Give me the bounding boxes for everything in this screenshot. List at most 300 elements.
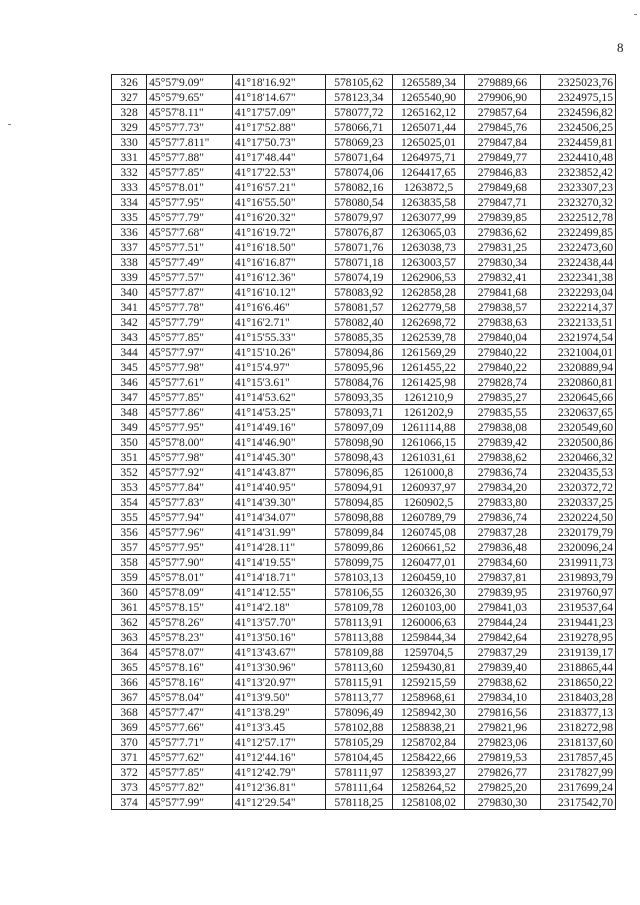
latitude-cell: 45°57'8.11" — [147, 105, 233, 120]
x1-cell: 578096,85 — [325, 465, 392, 480]
y2-cell: 2319911,73 — [540, 555, 615, 570]
y1-cell: 1261425,98 — [392, 375, 464, 390]
longitude-cell: 41°13'8.29" — [232, 705, 325, 720]
point-number-cell: 365 — [112, 660, 147, 675]
x1-cell: 578099,86 — [325, 540, 392, 555]
longitude-cell: 41°13'30.96" — [232, 660, 325, 675]
point-number-cell: 342 — [112, 315, 147, 330]
y2-cell: 2320645,66 — [540, 390, 615, 405]
y1-cell: 1265540,90 — [392, 90, 464, 105]
latitude-cell: 45°57'8.01" — [147, 570, 233, 585]
longitude-cell: 41°14'45.30" — [232, 450, 325, 465]
longitude-cell: 41°15'55.33" — [232, 330, 325, 345]
latitude-cell: 45°57'7.83" — [147, 495, 233, 510]
y2-cell: 2319278,95 — [540, 630, 615, 645]
y2-cell: 2320637,65 — [540, 405, 615, 420]
y2-cell: 2317857,45 — [540, 750, 615, 765]
table-row — [112, 750, 616, 765]
x1-cell: 578106,55 — [325, 585, 392, 600]
longitude-cell: 41°16'10.12" — [232, 285, 325, 300]
x2-cell: 279837,29 — [465, 645, 540, 660]
longitude-cell: 41°12'29.54" — [232, 795, 325, 810]
table-row — [112, 495, 616, 510]
longitude-cell: 41°14'53.25" — [232, 405, 325, 420]
x1-cell: 578098,43 — [325, 450, 392, 465]
point-number-cell: 360 — [112, 585, 147, 600]
y2-cell: 2322293,04 — [540, 285, 615, 300]
point-number-cell: 331 — [112, 150, 147, 165]
x2-cell: 279838,57 — [465, 300, 540, 315]
y1-cell: 1258264,52 — [392, 780, 464, 795]
y2-cell: 2320337,25 — [540, 495, 615, 510]
x2-cell: 279837,81 — [465, 570, 540, 585]
latitude-cell: 45°57'7.57" — [147, 270, 233, 285]
x1-cell: 578094,85 — [325, 495, 392, 510]
latitude-cell: 45°57'7.79" — [147, 210, 233, 225]
y2-cell: 2322499,85 — [540, 225, 615, 240]
point-number-cell: 335 — [112, 210, 147, 225]
point-number-cell: 348 — [112, 405, 147, 420]
table-row — [112, 225, 616, 240]
y1-cell: 1261455,22 — [392, 360, 464, 375]
x2-cell: 279846,83 — [465, 165, 540, 180]
y1-cell: 1261066,15 — [392, 435, 464, 450]
y2-cell: 2318377,13 — [540, 705, 615, 720]
x2-cell: 279830,30 — [465, 795, 540, 810]
x1-cell: 578079,97 — [325, 210, 392, 225]
table-row — [112, 705, 616, 720]
y2-cell: 2317827,99 — [540, 765, 615, 780]
longitude-cell: 41°14'28.11" — [232, 540, 325, 555]
point-number-cell: 374 — [112, 795, 147, 810]
longitude-cell: 41°14'2.18" — [232, 600, 325, 615]
x2-cell: 279816,56 — [465, 705, 540, 720]
longitude-cell: 41°17'50.73" — [232, 135, 325, 150]
point-number-cell: 330 — [112, 135, 147, 150]
x2-cell: 279840,22 — [465, 345, 540, 360]
x2-cell: 279833,80 — [465, 495, 540, 510]
y1-cell: 1259215,59 — [392, 675, 464, 690]
x2-cell: 279840,04 — [465, 330, 540, 345]
x1-cell: 578085,35 — [325, 330, 392, 345]
latitude-cell: 45°57'9.09" — [147, 75, 233, 90]
y1-cell: 1260326,30 — [392, 585, 464, 600]
x1-cell: 578094,86 — [325, 345, 392, 360]
point-number-cell: 328 — [112, 105, 147, 120]
x2-cell: 279836,74 — [465, 510, 540, 525]
y2-cell: 2318650,22 — [540, 675, 615, 690]
x1-cell: 578113,91 — [325, 615, 392, 630]
longitude-cell: 41°17'48.44" — [232, 150, 325, 165]
y2-cell: 2320435,53 — [540, 465, 615, 480]
x2-cell: 279847,84 — [465, 135, 540, 150]
table-row — [112, 300, 616, 315]
table-row — [112, 795, 616, 810]
y1-cell: 1258942,30 — [392, 705, 464, 720]
y1-cell: 1261114,88 — [392, 420, 464, 435]
x1-cell: 578109,88 — [325, 645, 392, 660]
y2-cell: 2323307,23 — [540, 180, 615, 195]
x1-cell: 578093,71 — [325, 405, 392, 420]
y1-cell: 1259704,5 — [392, 645, 464, 660]
point-number-cell: 337 — [112, 240, 147, 255]
y1-cell: 1259844,34 — [392, 630, 464, 645]
point-number-cell: 355 — [112, 510, 147, 525]
latitude-cell: 45°57'8.16" — [147, 660, 233, 675]
x1-cell: 578096,49 — [325, 705, 392, 720]
y1-cell: 1260661,52 — [392, 540, 464, 555]
latitude-cell: 45°57'8.00" — [147, 435, 233, 450]
x2-cell: 279845,76 — [465, 120, 540, 135]
latitude-cell: 45°57'7.85" — [147, 330, 233, 345]
longitude-cell: 41°14'39.30" — [232, 495, 325, 510]
x1-cell: 578109,78 — [325, 600, 392, 615]
table-row — [112, 600, 616, 615]
longitude-cell: 41°14'46.90" — [232, 435, 325, 450]
latitude-cell: 45°57'7.88" — [147, 150, 233, 165]
latitude-cell: 45°57'8.07" — [147, 645, 233, 660]
x1-cell: 578076,87 — [325, 225, 392, 240]
y1-cell: 1263077,99 — [392, 210, 464, 225]
x2-cell: 279828,74 — [465, 375, 540, 390]
longitude-cell: 41°12'42.79" — [232, 765, 325, 780]
y1-cell: 1258968,61 — [392, 690, 464, 705]
point-number-cell: 332 — [112, 165, 147, 180]
x2-cell: 279838,62 — [465, 450, 540, 465]
longitude-cell: 41°13'9.50" — [232, 690, 325, 705]
latitude-cell: 45°57'9.65" — [147, 90, 233, 105]
x2-cell: 279825,20 — [465, 780, 540, 795]
longitude-cell: 41°17'57.09" — [232, 105, 325, 120]
longitude-cell: 41°17'52.88" — [232, 120, 325, 135]
x2-cell: 279839,95 — [465, 585, 540, 600]
latitude-cell: 45°57'7.90" — [147, 555, 233, 570]
y1-cell: 1265162,12 — [392, 105, 464, 120]
x1-cell: 578105,29 — [325, 735, 392, 750]
x2-cell: 279841,03 — [465, 600, 540, 615]
y2-cell: 2319139,17 — [540, 645, 615, 660]
latitude-cell: 45°57'7.94" — [147, 510, 233, 525]
latitude-cell: 45°57'7.85" — [147, 765, 233, 780]
longitude-cell: 41°14'18.71" — [232, 570, 325, 585]
point-number-cell: 364 — [112, 645, 147, 660]
latitude-cell: 45°57'7.82" — [147, 780, 233, 795]
y2-cell: 2320549,60 — [540, 420, 615, 435]
point-number-cell: 373 — [112, 780, 147, 795]
y1-cell: 1260477,01 — [392, 555, 464, 570]
latitude-cell: 45°57'7.86" — [147, 405, 233, 420]
x1-cell: 578093,35 — [325, 390, 392, 405]
table-row — [112, 660, 616, 675]
x1-cell: 578094,91 — [325, 480, 392, 495]
y1-cell: 1260902,5 — [392, 495, 464, 510]
point-number-cell: 354 — [112, 495, 147, 510]
longitude-cell: 41°13'20.97" — [232, 675, 325, 690]
x1-cell: 578104,45 — [325, 750, 392, 765]
x1-cell: 578084,76 — [325, 375, 392, 390]
y1-cell: 1263835,58 — [392, 195, 464, 210]
x1-cell: 578095,96 — [325, 360, 392, 375]
latitude-cell: 45°57'7.85" — [147, 390, 233, 405]
x2-cell: 279838,08 — [465, 420, 540, 435]
longitude-cell: 41°13'57.70" — [232, 615, 325, 630]
longitude-cell: 41°18'14.67" — [232, 90, 325, 105]
y2-cell: 2320889,94 — [540, 360, 615, 375]
table-row — [112, 405, 616, 420]
point-number-cell: 349 — [112, 420, 147, 435]
longitude-cell: 41°14'53.62" — [232, 390, 325, 405]
latitude-cell: 45°57'7.62" — [147, 750, 233, 765]
y2-cell: 2320860,81 — [540, 375, 615, 390]
y1-cell: 1258108,02 — [392, 795, 464, 810]
longitude-cell: 41°14'31.99" — [232, 525, 325, 540]
y2-cell: 2322133,51 — [540, 315, 615, 330]
latitude-cell: 45°57'7.49" — [147, 255, 233, 270]
latitude-cell: 45°57'8.15" — [147, 600, 233, 615]
y1-cell: 1263038,73 — [392, 240, 464, 255]
longitude-cell: 41°13'43.67" — [232, 645, 325, 660]
latitude-cell: 45°57'7.95" — [147, 195, 233, 210]
longitude-cell: 41°15'10.26" — [232, 345, 325, 360]
x1-cell: 578113,77 — [325, 690, 392, 705]
table-row — [112, 570, 616, 585]
latitude-cell: 45°57'7.73" — [147, 120, 233, 135]
y2-cell: 2320096,24 — [540, 540, 615, 555]
latitude-cell: 45°57'7.68" — [147, 225, 233, 240]
x1-cell: 578077,72 — [325, 105, 392, 120]
y2-cell: 2322341,38 — [540, 270, 615, 285]
y2-cell: 2319760,97 — [540, 585, 615, 600]
longitude-cell: 41°12'44.16" — [232, 750, 325, 765]
x2-cell: 279889,66 — [465, 75, 540, 90]
latitude-cell: 45°57'7.84" — [147, 480, 233, 495]
table-row — [112, 360, 616, 375]
point-number-cell: 326 — [112, 75, 147, 90]
point-number-cell: 353 — [112, 480, 147, 495]
x1-cell: 578071,64 — [325, 150, 392, 165]
point-number-cell: 359 — [112, 570, 147, 585]
y2-cell: 2323852,42 — [540, 165, 615, 180]
latitude-cell: 45°57'7.96" — [147, 525, 233, 540]
x2-cell: 279823,06 — [465, 735, 540, 750]
y2-cell: 2324506,25 — [540, 120, 615, 135]
point-number-cell: 351 — [112, 450, 147, 465]
longitude-cell: 41°14'34.07" — [232, 510, 325, 525]
y1-cell: 1265071,44 — [392, 120, 464, 135]
point-number-cell: 362 — [112, 615, 147, 630]
table-row — [112, 720, 616, 735]
y2-cell: 2318272,98 — [540, 720, 615, 735]
x1-cell: 578083,92 — [325, 285, 392, 300]
table-row — [112, 480, 616, 495]
point-number-cell: 327 — [112, 90, 147, 105]
x2-cell: 279839,40 — [465, 660, 540, 675]
y2-cell: 2319441,23 — [540, 615, 615, 630]
x1-cell: 578115,91 — [325, 675, 392, 690]
x1-cell: 578097,09 — [325, 420, 392, 435]
x1-cell: 578069,23 — [325, 135, 392, 150]
x2-cell: 279835,55 — [465, 405, 540, 420]
x1-cell: 578103,13 — [325, 570, 392, 585]
longitude-cell: 41°13'3.45 — [232, 720, 325, 735]
y1-cell: 1262906,53 — [392, 270, 464, 285]
point-number-cell: 363 — [112, 630, 147, 645]
y1-cell: 1264975,71 — [392, 150, 464, 165]
point-number-cell: 352 — [112, 465, 147, 480]
y2-cell: 2323270,32 — [540, 195, 615, 210]
x1-cell: 578074,19 — [325, 270, 392, 285]
x1-cell: 578113,88 — [325, 630, 392, 645]
table-row — [112, 615, 616, 630]
y1-cell: 1261202,9 — [392, 405, 464, 420]
x2-cell: 279834,20 — [465, 480, 540, 495]
x2-cell: 279841,68 — [465, 285, 540, 300]
x2-cell: 279839,85 — [465, 210, 540, 225]
y2-cell: 2325023,76 — [540, 75, 615, 90]
longitude-cell: 41°15'4.97" — [232, 360, 325, 375]
y1-cell: 1261031,61 — [392, 450, 464, 465]
point-number-cell: 371 — [112, 750, 147, 765]
y1-cell: 1260937,97 — [392, 480, 464, 495]
table-row — [112, 270, 616, 285]
table-row — [112, 285, 616, 300]
x2-cell: 279830,34 — [465, 255, 540, 270]
longitude-cell: 41°18'16.92" — [232, 75, 325, 90]
x2-cell: 279844,24 — [465, 615, 540, 630]
table-row — [112, 780, 616, 795]
table-row — [112, 90, 616, 105]
x2-cell: 279831,25 — [465, 240, 540, 255]
longitude-cell: 41°12'57.17" — [232, 735, 325, 750]
y1-cell: 1260789,79 — [392, 510, 464, 525]
point-number-cell: 346 — [112, 375, 147, 390]
table-row — [112, 135, 616, 150]
x2-cell: 279839,42 — [465, 435, 540, 450]
y1-cell: 1261569,29 — [392, 345, 464, 360]
longitude-cell: 41°16'18.50" — [232, 240, 325, 255]
x2-cell: 279906,90 — [465, 90, 540, 105]
latitude-cell: 45°57'7.95" — [147, 540, 233, 555]
latitude-cell: 45°57'8.04" — [147, 690, 233, 705]
y2-cell: 2317699,24 — [540, 780, 615, 795]
point-number-cell: 340 — [112, 285, 147, 300]
x1-cell: 578080,54 — [325, 195, 392, 210]
table-row — [112, 510, 616, 525]
x1-cell: 578081,57 — [325, 300, 392, 315]
table-row — [112, 585, 616, 600]
y1-cell: 1260459,10 — [392, 570, 464, 585]
x2-cell: 279836,48 — [465, 540, 540, 555]
longitude-cell: 41°15'3.61" — [232, 375, 325, 390]
table-row — [112, 330, 616, 345]
y1-cell: 1263872,5 — [392, 180, 464, 195]
table-row — [112, 645, 616, 660]
y2-cell: 2320466,32 — [540, 450, 615, 465]
point-number-cell: 366 — [112, 675, 147, 690]
table-row — [112, 105, 616, 120]
x1-cell: 578118,25 — [325, 795, 392, 810]
latitude-cell: 45°57'7.71" — [147, 735, 233, 750]
latitude-cell: 45°57'8.26" — [147, 615, 233, 630]
longitude-cell: 41°16'55.50" — [232, 195, 325, 210]
latitude-cell: 45°57'7.51" — [147, 240, 233, 255]
x1-cell: 578105,62 — [325, 75, 392, 90]
y2-cell: 2322214,37 — [540, 300, 615, 315]
point-number-cell: 350 — [112, 435, 147, 450]
table-row — [112, 195, 616, 210]
point-number-cell: 339 — [112, 270, 147, 285]
table-row — [112, 375, 616, 390]
table-row — [112, 150, 616, 165]
point-number-cell: 356 — [112, 525, 147, 540]
y2-cell: 2324459,81 — [540, 135, 615, 150]
longitude-cell: 41°16'19.72" — [232, 225, 325, 240]
x2-cell: 279842,64 — [465, 630, 540, 645]
point-number-cell: 343 — [112, 330, 147, 345]
x2-cell: 279821,96 — [465, 720, 540, 735]
y1-cell: 1261210,9 — [392, 390, 464, 405]
table-row — [112, 210, 616, 225]
latitude-cell: 45°57'7.92" — [147, 465, 233, 480]
latitude-cell: 45°57'7.98" — [147, 360, 233, 375]
latitude-cell: 45°57'7.61" — [147, 375, 233, 390]
x1-cell: 578066,71 — [325, 120, 392, 135]
longitude-cell: 41°16'16.87" — [232, 255, 325, 270]
table-row — [112, 540, 616, 555]
y2-cell: 2322438,44 — [540, 255, 615, 270]
latitude-cell: 45°57'8.23" — [147, 630, 233, 645]
x2-cell: 279836,74 — [465, 465, 540, 480]
y2-cell: 2322473,60 — [540, 240, 615, 255]
y2-cell: 2319537,64 — [540, 600, 615, 615]
point-number-cell: 341 — [112, 300, 147, 315]
y2-cell: 2317542,70 — [540, 795, 615, 810]
table-row — [112, 765, 616, 780]
x2-cell: 279857,64 — [465, 105, 540, 120]
page-number: 8 — [617, 40, 624, 55]
latitude-cell: 45°57'7.99" — [147, 795, 233, 810]
point-number-cell: 336 — [112, 225, 147, 240]
x1-cell: 578099,84 — [325, 525, 392, 540]
table-row — [112, 435, 616, 450]
y1-cell: 1262698,72 — [392, 315, 464, 330]
coordinates-table-body — [112, 75, 616, 810]
x2-cell: 279834,10 — [465, 690, 540, 705]
x1-cell: 578071,18 — [325, 255, 392, 270]
x1-cell: 578111,64 — [325, 780, 392, 795]
x1-cell: 578113,60 — [325, 660, 392, 675]
point-number-cell: 347 — [112, 390, 147, 405]
x2-cell: 279838,63 — [465, 315, 540, 330]
table-row — [112, 465, 616, 480]
y2-cell: 2321974,54 — [540, 330, 615, 345]
latitude-cell: 45°57'7.85" — [147, 165, 233, 180]
table-row — [112, 630, 616, 645]
x1-cell: 578071,76 — [325, 240, 392, 255]
scan-speck — [634, 14, 637, 15]
coordinates-table — [111, 74, 616, 810]
point-number-cell: 345 — [112, 360, 147, 375]
y2-cell: 2321004,01 — [540, 345, 615, 360]
y1-cell: 1259430,81 — [392, 660, 464, 675]
y2-cell: 2320372,72 — [540, 480, 615, 495]
y1-cell: 1258393,27 — [392, 765, 464, 780]
y1-cell: 1261000,8 — [392, 465, 464, 480]
point-number-cell: 370 — [112, 735, 147, 750]
longitude-cell: 41°17'22.53" — [232, 165, 325, 180]
y2-cell: 2318137,60 — [540, 735, 615, 750]
table-row — [112, 75, 616, 90]
